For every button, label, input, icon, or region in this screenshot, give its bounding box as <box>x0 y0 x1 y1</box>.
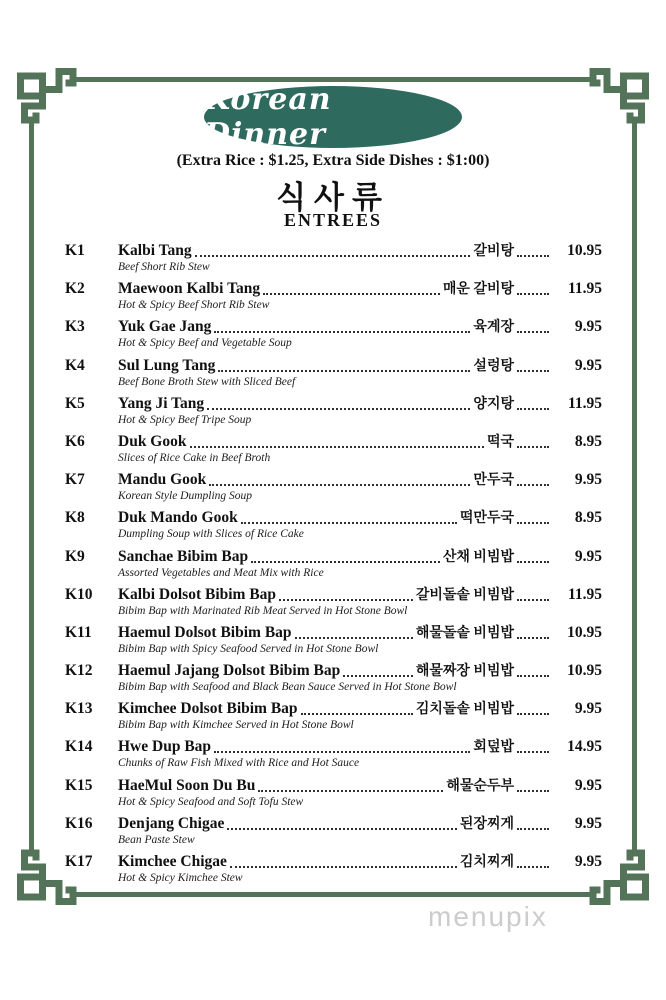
dotted-leader <box>301 713 413 715</box>
item-code: K10 <box>65 585 93 603</box>
dotted-leader <box>214 751 470 753</box>
item-korean-name: 양지탕 <box>473 396 514 412</box>
item-price: 10.95 <box>567 662 602 680</box>
item-korean-name: 떡만두국 <box>459 511 514 527</box>
section-title-english: ENTREES <box>283 210 383 230</box>
item-description: Beef Short Rib Stew <box>118 261 210 273</box>
dotted-leader-short <box>517 866 549 868</box>
dotted-leader <box>251 561 440 563</box>
menu-item-row <box>65 624 602 662</box>
menu-item-main-line <box>65 433 602 452</box>
item-description: Korean Style Dumpling Soup <box>118 490 253 503</box>
item-code: K6 <box>65 432 85 450</box>
menu-item-row <box>65 433 602 471</box>
dotted-leader-short <box>517 522 549 524</box>
item-description: Bibim Bap with Kimchee Served in Hot Stone Bowl <box>118 719 354 732</box>
dotted-leader-short <box>517 561 549 563</box>
menu-item-main-line <box>65 395 602 414</box>
dotted-leader <box>263 293 440 295</box>
item-korean-name: 설렁탕 <box>473 358 514 374</box>
item-korean-name: 김치찌게 <box>459 855 514 870</box>
logo-text: Korean Dinner <box>204 82 332 152</box>
item-description: Hot & Spicy Seafood and Soft Tofu Stew <box>118 795 304 808</box>
dotted-leader <box>258 790 443 792</box>
menu-item-row <box>65 395 602 433</box>
dotted-leader-short <box>517 331 549 333</box>
dotted-leader <box>209 484 470 486</box>
item-price: 14.95 <box>567 738 602 756</box>
item-price: 10.95 <box>567 242 602 259</box>
item-price: 9.95 <box>574 814 602 832</box>
menu-item-row <box>65 318 602 356</box>
border-line-bottom <box>74 892 592 897</box>
menu-item-row <box>65 242 602 280</box>
item-price: 11.95 <box>567 394 602 412</box>
menu-item-row <box>65 853 602 891</box>
dotted-leader <box>218 370 470 372</box>
item-name: Kalbi Tang <box>118 242 192 259</box>
item-code: K7 <box>65 471 85 489</box>
menu-item-row <box>65 777 602 815</box>
dotted-leader-short <box>517 637 549 639</box>
item-korean-name: 갈비탕 <box>473 244 514 259</box>
item-name: Duk Mando Gook <box>118 509 238 527</box>
item-name: Sanchae Bibim Bap <box>118 547 249 565</box>
dotted-leader-short <box>517 370 549 372</box>
menu-item-main-line <box>65 509 602 528</box>
item-code: K1 <box>65 242 85 259</box>
item-name: Kimchee Dolsot Bibim Bap <box>118 700 298 718</box>
dotted-leader <box>214 331 470 333</box>
item-description: Slices of Rice Cake in Beef Broth <box>118 451 271 464</box>
item-name: Yuk Gae Jang <box>118 318 212 336</box>
dotted-leader-short <box>517 408 549 410</box>
dotted-leader <box>343 675 413 677</box>
extras-note: (Extra Rice : $1.25, Extra Side Dishes : $1:00) <box>176 152 490 169</box>
item-korean-name: 해물돌솥 비빔밥 <box>415 625 514 641</box>
menu-item-main-line <box>65 738 602 757</box>
dotted-leader <box>279 599 413 601</box>
item-price: 9.95 <box>574 700 602 718</box>
menu-item-main-line <box>65 662 602 681</box>
item-code: K12 <box>65 662 93 680</box>
dotted-leader <box>227 828 457 830</box>
menu-list <box>65 242 602 891</box>
greek-key-corner-top-left <box>13 60 93 140</box>
dotted-leader-short <box>517 713 549 715</box>
item-name: Sul Lung Tang <box>118 356 216 374</box>
item-name: Haemul Jajang Dolsot Bibim Bap <box>118 662 341 680</box>
item-price: 11.95 <box>567 585 602 603</box>
menu-item-main-line <box>65 318 602 337</box>
dotted-leader-short <box>517 255 549 257</box>
item-description: Hot & Spicy Beef Short Rib Stew <box>118 299 270 312</box>
watermark: menupix <box>428 901 548 932</box>
menu-item-main-line <box>65 548 602 567</box>
menu-item-row <box>65 471 602 509</box>
dotted-leader <box>241 522 457 524</box>
item-name: Mandu Gook <box>118 471 207 489</box>
korean-dinner-logo <box>204 82 462 152</box>
item-code: K5 <box>65 394 85 412</box>
dotted-leader-short <box>517 828 549 830</box>
menu-item-main-line <box>65 777 602 796</box>
item-korean-name: 산채 비빔밥 <box>442 549 514 565</box>
item-code: K9 <box>65 547 85 565</box>
dotted-leader-short <box>517 790 549 792</box>
item-code: K2 <box>65 280 85 298</box>
item-price: 11.95 <box>567 280 602 298</box>
item-price: 8.95 <box>574 509 602 527</box>
menu-item-row <box>65 357 602 395</box>
menu-item-main-line <box>65 853 602 872</box>
dotted-leader-short <box>517 751 549 753</box>
menu-item-row <box>65 815 602 853</box>
dotted-leader-short <box>517 599 549 601</box>
menu-item-row <box>65 738 602 776</box>
item-name: Denjang Chigae <box>118 814 225 832</box>
greek-key-corner-top-right <box>573 60 653 140</box>
section-title-korean: 식사류 <box>276 180 390 215</box>
border-line-left <box>29 122 34 850</box>
item-name: Haemul Dolsot Bibim Bap <box>118 623 292 641</box>
item-price: 9.95 <box>574 776 602 794</box>
item-description: Bibim Bap with Marinated Rib Meat Served in Hot Stone Bowl <box>118 604 408 617</box>
item-code: K16 <box>65 814 93 832</box>
item-korean-name: 해물짜장 비빔밥 <box>415 664 514 680</box>
item-code: K13 <box>65 700 93 718</box>
menu-item-main-line <box>65 815 602 834</box>
dotted-leader <box>207 408 470 410</box>
item-description: Bibim Bap with Spicy Seafood Served in Hot Stone Bowl <box>118 642 379 655</box>
item-name: Kimchee Chigae <box>118 853 227 870</box>
menu-item-main-line <box>65 624 602 643</box>
dotted-leader <box>190 446 484 448</box>
menu-item-main-line <box>65 357 602 376</box>
item-code: K4 <box>65 356 85 374</box>
item-name: Kalbi Dolsot Bibim Bap <box>118 585 277 603</box>
item-code: K15 <box>65 776 93 794</box>
item-code: K17 <box>65 853 93 870</box>
item-name: Yang Ji Tang <box>118 394 205 412</box>
item-korean-name: 떡국 <box>486 434 514 450</box>
item-korean-name: 해물순두부 <box>446 778 514 794</box>
menu-item-row <box>65 509 602 547</box>
item-korean-name: 육계장 <box>473 320 514 336</box>
item-description: Dumpling Soup with Slices of Rice Cake <box>118 528 304 541</box>
item-description: Chunks of Raw Fish Mixed with Rice and Hot Sauce <box>118 757 360 770</box>
item-korean-name: 매운 갈비탕 <box>442 282 514 298</box>
item-price: 8.95 <box>574 432 602 450</box>
border-line-right <box>632 122 637 850</box>
dotted-leader-short <box>517 446 549 448</box>
menu-item-row <box>65 662 602 700</box>
dotted-leader-short <box>517 484 549 486</box>
item-description: Bibim Bap with Seafood and Black Bean Sauce Served in Hot Stone Bowl <box>118 681 457 694</box>
item-price: 9.95 <box>574 318 602 336</box>
item-description: Hot & Spicy Beef and Vegetable Soup <box>118 337 292 350</box>
item-korean-name: 회덮밥 <box>473 740 514 756</box>
item-price: 9.95 <box>574 356 602 374</box>
item-code: K3 <box>65 318 85 336</box>
item-description: Bean Paste Stew <box>118 833 195 846</box>
dotted-leader-short <box>517 293 549 295</box>
menu-item-main-line <box>65 586 602 605</box>
menu-item-row <box>65 586 602 624</box>
dotted-leader <box>230 866 457 868</box>
item-korean-name: 된장찌게 <box>459 816 514 832</box>
menu-item-main-line <box>65 242 602 261</box>
item-description: Hot & Spicy Beef Tripe Soup <box>118 413 252 426</box>
item-name: Maewoon Kalbi Tang <box>118 280 261 298</box>
item-name: Duk Gook <box>118 432 187 450</box>
menu-item-row <box>65 700 602 738</box>
menu-item-row <box>65 548 602 586</box>
menu-item-main-line <box>65 471 602 490</box>
item-price: 9.95 <box>574 471 602 489</box>
item-description: Assorted Vegetables and Meat Mix with Rice <box>118 566 324 579</box>
item-korean-name: 김치돌솥 비빔밥 <box>415 702 514 718</box>
item-name: HaeMul Soon Du Bu <box>118 776 256 794</box>
menu-item-main-line <box>65 700 602 719</box>
dotted-leader <box>195 255 471 257</box>
menu-item-main-line <box>65 280 602 299</box>
item-code: K8 <box>65 509 85 527</box>
item-name: Hwe Dup Bap <box>118 738 212 756</box>
dotted-leader-short <box>517 675 549 677</box>
item-korean-name: 갈비돌솥 비빔밥 <box>415 587 514 603</box>
item-code: K14 <box>65 738 93 756</box>
dotted-leader <box>295 637 413 639</box>
item-code: K11 <box>65 623 92 641</box>
item-price: 9.95 <box>574 547 602 565</box>
item-price: 10.95 <box>567 623 602 641</box>
item-price: 9.95 <box>574 853 602 870</box>
item-description: Beef Bone Broth Stew with Sliced Beef <box>118 375 296 388</box>
item-description: Hot & Spicy Kimchee Stew <box>118 872 243 884</box>
item-korean-name: 만두국 <box>473 473 514 489</box>
menu-item-row <box>65 280 602 318</box>
